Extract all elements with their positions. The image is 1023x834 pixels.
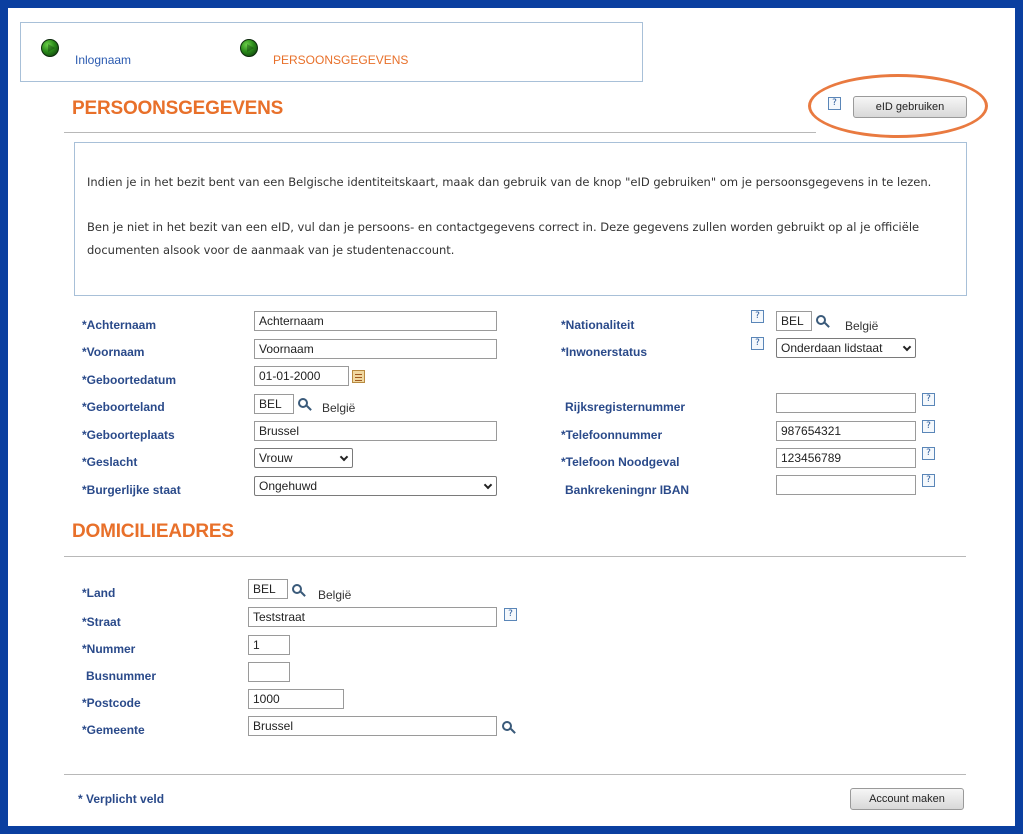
geslacht-value: Vrouw (259, 451, 293, 465)
gemeente-label: *Gemeente (82, 723, 145, 737)
geslacht-select[interactable] (254, 448, 353, 468)
telefoonnummer-label: *Telefoonnummer (561, 428, 663, 442)
geboorteplaats-input[interactable]: Brussel (254, 421, 497, 441)
postcode-input[interactable]: 1000 (248, 689, 344, 709)
rijksregisternummer-help-icon[interactable]: ? (922, 393, 935, 406)
inwonerstatus-help-icon[interactable]: ? (751, 337, 764, 350)
telefoon-noodgeval-help-icon[interactable]: ? (922, 447, 935, 460)
chevron-down-icon (903, 343, 911, 351)
inwonerstatus-select[interactable] (776, 338, 916, 358)
step-persoonsgegevens-label: PERSOONSGEGEVENS (273, 53, 409, 67)
postcode-label: *Postcode (82, 696, 141, 710)
section-divider (64, 556, 966, 557)
land-label: *Land (82, 586, 116, 600)
burgerlijke-staat-value: Ongehuwd (259, 479, 318, 493)
geboortedatum-input[interactable]: 01-01-2000 (254, 366, 349, 386)
info-paragraph-1: Indien je in het bezit bent van een Belgische identiteitskaart, maak dan gebruik van de knop "eID gebruiken" om je persoonsgegevens in te lezen. (87, 175, 932, 189)
chevron-down-icon (340, 453, 348, 461)
geboorteland-country: België (322, 401, 356, 415)
straat-label: *Straat (82, 615, 121, 629)
account-maken-button[interactable]: Account maken (850, 788, 964, 810)
nationaliteit-country: België (845, 319, 879, 333)
burgerlijke-staat-label: *Burgerlijke staat (82, 483, 181, 497)
geboortedatum-label: *Geboortedatum (82, 373, 177, 387)
page-frame (8, 8, 1015, 826)
chevron-down-icon (484, 481, 492, 489)
iban-input[interactable] (776, 475, 916, 495)
nummer-input[interactable]: 1 (248, 635, 290, 655)
busnummer-label: Busnummer (86, 669, 157, 683)
info-box (74, 142, 967, 296)
section-divider (64, 132, 816, 133)
gemeente-search-icon[interactable] (502, 721, 516, 735)
geboorteland-search-icon[interactable] (298, 398, 312, 412)
nationaliteit-label: *Nationaliteit (561, 318, 635, 332)
nationaliteit-search-icon[interactable] (816, 315, 830, 329)
nummer-label: *Nummer (82, 642, 136, 656)
geboorteplaats-label: *Geboorteplaats (82, 428, 175, 442)
telefoon-noodgeval-input[interactable]: 123456789 (776, 448, 916, 468)
gemeente-input[interactable]: Brussel (248, 716, 497, 736)
geboorteland-code-input[interactable]: BEL (254, 394, 294, 414)
land-search-icon[interactable] (292, 584, 306, 598)
iban-help-icon[interactable]: ? (922, 474, 935, 487)
telefoonnummer-input[interactable]: 987654321 (776, 421, 916, 441)
footer-divider (64, 774, 966, 775)
inwonerstatus-label: *Inwonerstatus (561, 345, 648, 359)
step-inlognaam-label[interactable]: Inlognaam (75, 53, 132, 67)
achternaam-input[interactable]: Achternaam (254, 311, 497, 331)
step-inlognaam-icon (41, 39, 59, 57)
eid-help-icon[interactable]: ? (828, 97, 841, 110)
busnummer-input[interactable] (248, 662, 290, 682)
land-country: België (318, 588, 352, 602)
calendar-icon[interactable] (352, 370, 365, 383)
required-field-note: * Verplicht veld (78, 792, 165, 806)
nationaliteit-help-icon[interactable]: ? (751, 310, 764, 323)
land-code-input[interactable]: BEL (248, 579, 288, 599)
achternaam-label: *Achternaam (82, 318, 157, 332)
telefoonnummer-help-icon[interactable]: ? (922, 420, 935, 433)
eid-button[interactable]: eID gebruiken (853, 96, 967, 118)
telefoon-noodgeval-label: *Telefoon Noodgeval (561, 455, 680, 469)
voornaam-input[interactable]: Voornaam (254, 339, 497, 359)
inwonerstatus-value: Onderdaan lidstaat (781, 341, 883, 355)
geboorteland-label: *Geboorteland (82, 400, 165, 414)
section-title-persoonsgegevens: PERSOONSGEGEVENS (72, 98, 284, 119)
straat-help-icon[interactable]: ? (504, 608, 517, 621)
geslacht-label: *Geslacht (82, 455, 138, 469)
iban-label: Bankrekeningnr IBAN (565, 483, 690, 497)
straat-input[interactable]: Teststraat (248, 607, 497, 627)
progress-steps (20, 22, 643, 82)
section-title-domicilieadres: DOMICILIEADRES (72, 521, 234, 542)
rijksregisternummer-label: Rijksregisternummer (565, 400, 686, 414)
voornaam-label: *Voornaam (82, 345, 145, 359)
burgerlijke-staat-select[interactable] (254, 476, 497, 496)
info-paragraph-2: Ben je niet in het bezit van een eID, vul dan je persoons- en contactgegevens correct in. Deze gegevens zullen worden gebruikt op al je officiële documenten alsook voor de aanmaak van je studentenaccount. (87, 220, 920, 257)
rijksregisternummer-input[interactable] (776, 393, 916, 413)
highlight-oval (808, 74, 988, 138)
nationaliteit-code-input[interactable]: BEL (776, 311, 812, 331)
step-persoonsgegevens-icon (240, 39, 258, 57)
